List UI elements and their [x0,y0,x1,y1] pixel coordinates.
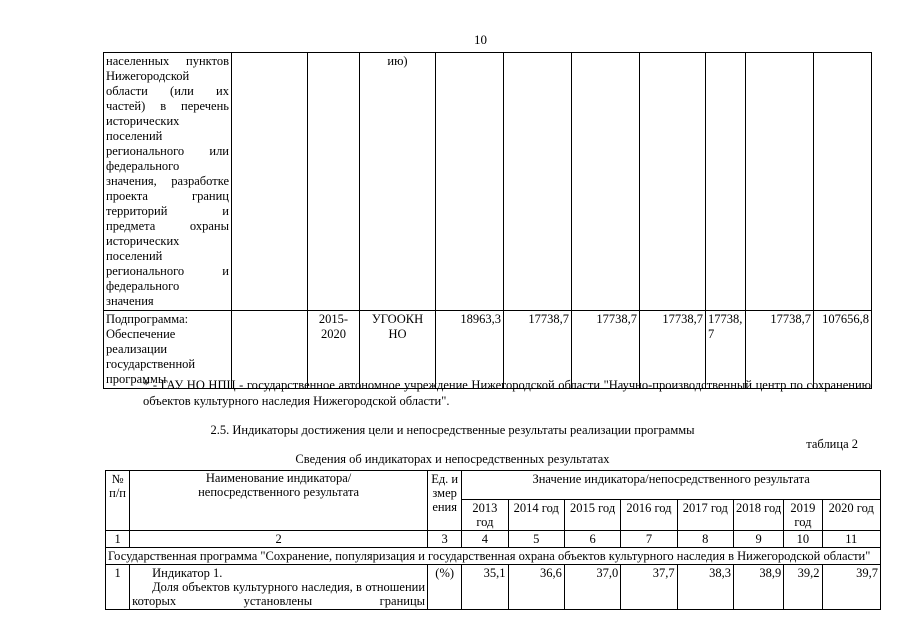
period-cell: 2015-2020 [308,311,360,389]
amount-cell: 17738,7 [706,311,746,389]
indicator-value: 39,7 [822,565,880,610]
header-row [106,471,881,500]
year-header: 2013 год [462,500,508,531]
header-name: Наименование индикатора/ непосредственного результата [130,471,428,531]
year-header: 2015 год [564,500,620,531]
indicator-name-cell [130,565,428,610]
total-amount-cell: 107656,8 [814,311,872,389]
indicator-value: 37,7 [621,565,677,610]
year-header: 2017 год [677,500,733,531]
program-title-cell: Государственная программа "Сохранение, популяризация и государственная охрана объектов культурного наследия в Нижегородской области" [106,548,881,565]
amount-cell: 17738,7 [746,311,814,389]
indicator-value: 38,3 [677,565,733,610]
executor-cell: ию) [360,53,436,311]
indicators-table [105,470,881,610]
subprogram-name-cell: Подпрограмма: Обеспечение реализации государственной программы [104,311,232,389]
header-unit: Ед. измерения [428,471,462,531]
executor-cell: УГООКН НО [360,311,436,389]
year-header: 2019 год [784,500,822,531]
amount-cell: 17738,7 [504,311,572,389]
amount-cell: 18963,3 [436,311,504,389]
year-header: 2018 год [733,500,783,531]
indicator-value: 37,0 [564,565,620,610]
measure-name-cell: населенных пунктов Нижегородской области (или их частей) в перечень исторических поселений регионального или федерального значения, разработке проекта границ территорий и предмета охраны исторических поселений регионального и федерального значения [104,53,232,311]
amount-cell: 17738,7 [640,311,706,389]
year-header: 2014 год [508,500,564,531]
section-title: 2.5. Индикаторы достижения цели и непосредственные результаты реализации программы [210,423,695,437]
program-row [106,548,881,565]
footnote: * - ГАУ НО НПЦ - государственное автономное учреждение Нижегородской области "Научно-производственный центр по сохранению объектов культурного наследия Нижегородской области". [143,378,871,408]
page-number: 10 [474,32,487,47]
indicator-row [106,565,881,610]
year-header: 2020 год [822,500,880,531]
indicator-title: Индикатор 1. [152,566,223,580]
table-row [104,53,872,311]
indicator-value: 39,2 [784,565,822,610]
indicator-value: 35,1 [462,565,508,610]
indicator-unit: (%) [428,565,462,610]
indicator-value: 38,9 [733,565,783,610]
indicator-value: 36,6 [508,565,564,610]
year-header: 2016 год [621,500,677,531]
amount-cell: 17738,7 [572,311,640,389]
indicator-num: 1 [106,565,130,610]
table-caption: Сведения об индикаторах и непосредственных результатах [295,452,610,466]
header-num: № п/п [106,471,130,531]
header-value: Значение индикатора/непосредственного результата [462,471,881,500]
program-funding-table [103,52,872,389]
indicator-text: Доля объектов культурного наследия, в отношении которых установлены границы [132,580,426,608]
column-number-row: 1 2 3 4 5 6 7 8 9 10 11 [106,531,881,548]
table-label: таблица 2 [806,437,858,451]
